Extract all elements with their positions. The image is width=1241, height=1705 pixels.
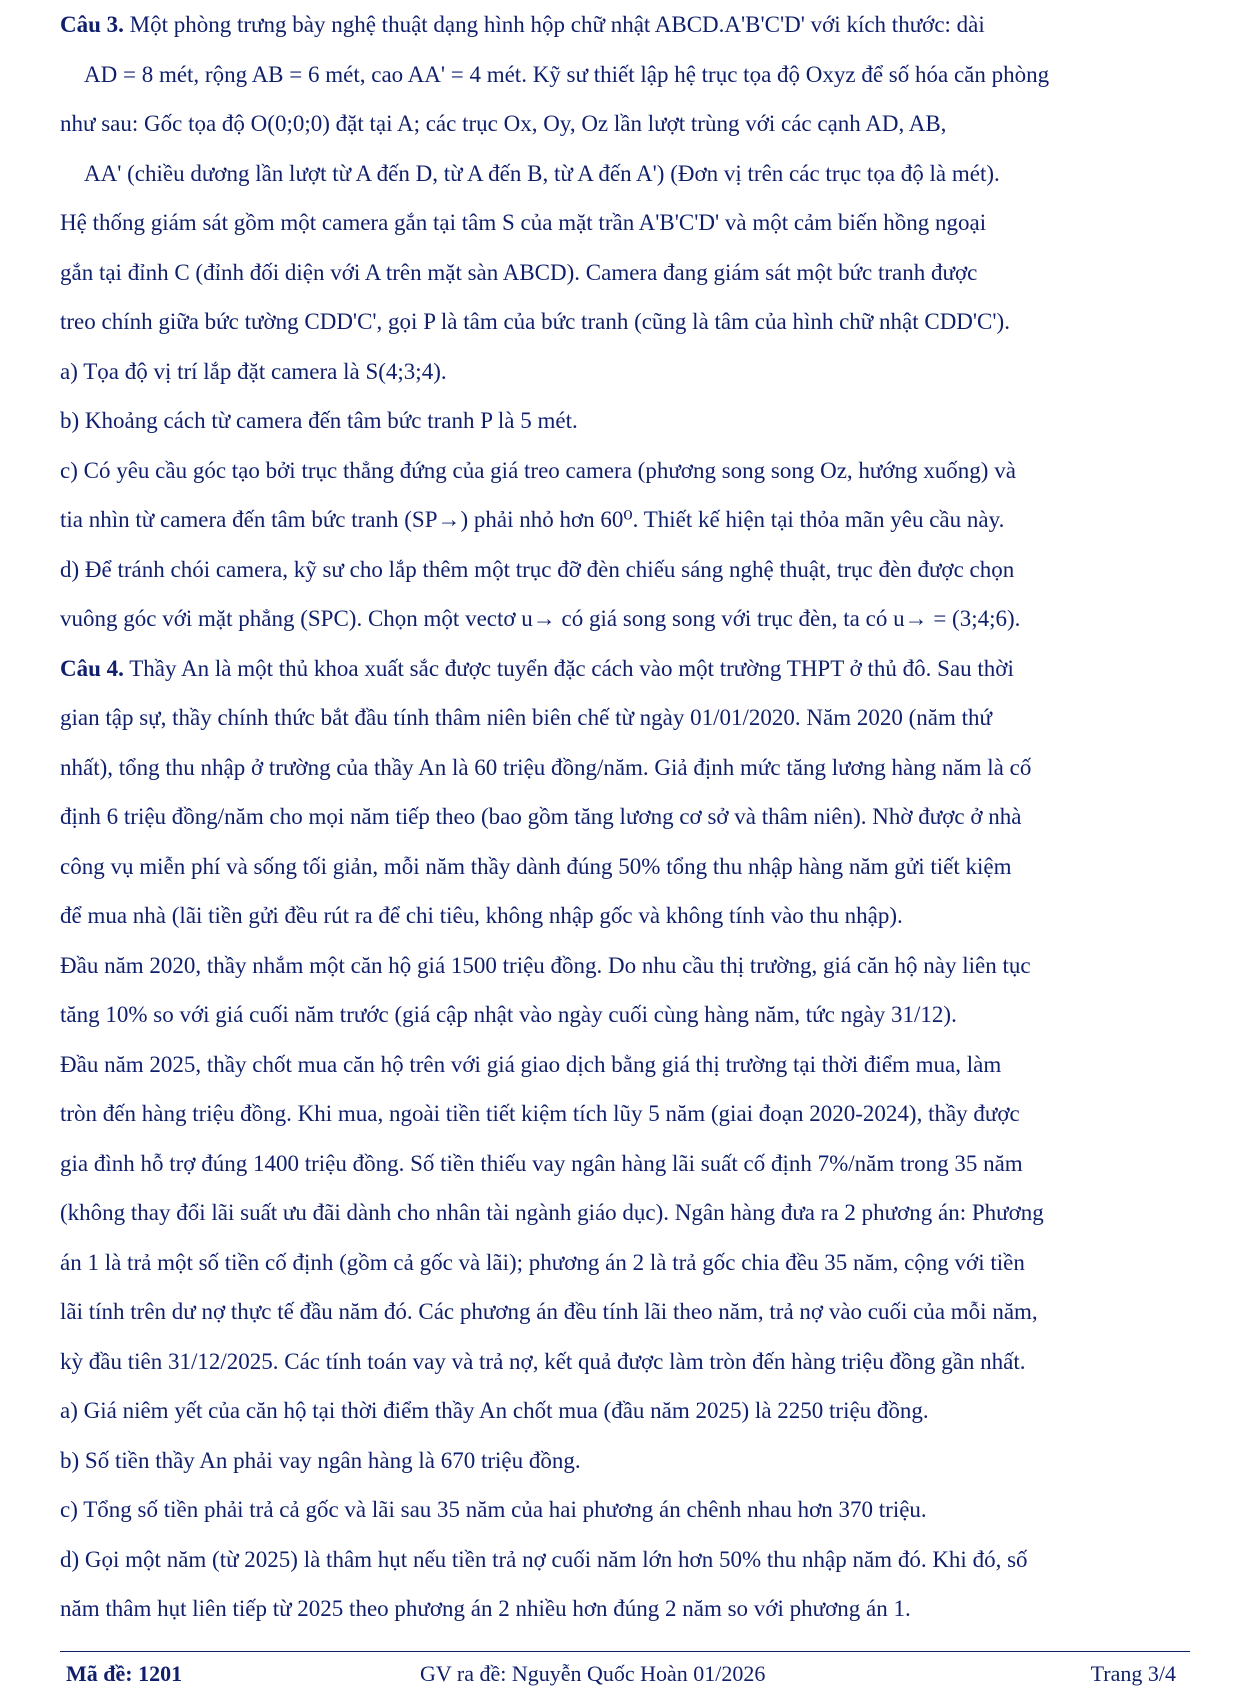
question-4-line: kỳ đầu tiên 31/12/2025. Các tính toán vay và trả nợ, kết quả được làm tròn đến hàng triệu đồng gần nhất.: [60, 1348, 1026, 1374]
question-4-line: gian tập sự, thầy chính thức bắt đầu tính thâm niên biên chế từ ngày 01/01/2020. Năm 2020 (năm thứ: [60, 705, 992, 730]
exam-page: [60, 0, 1190, 1634]
question-4-option-a: a) Giá niêm yết của căn hộ tại thời điểm thầy An chốt mua (đầu năm 2025) là 2250 triệu đồng.: [60, 1398, 929, 1423]
question-3-text: Một phòng trưng bày nghệ thuật dạng hình hộp chữ nhật ABCD.A'B'C'D' với kích thước: dài: [129, 12, 985, 37]
question-4-line: án 1 là trả một số tiền cố định (gồm cả gốc và lãi); phương án 2 là trả gốc chia đều 35 năm, cộng với tiền: [60, 1249, 1025, 1275]
question-3-option-d-cont: vuông góc với mặt phẳng (SPC). Chọn một vectơ u→ có giá song song với trục đèn, ta có u→ = (3;4;6).: [60, 606, 1021, 631]
question-3-option-d: d) Để tránh chói camera, kỹ sư cho lắp thêm một trục đỡ đèn chiếu sáng nghệ thuật, trục đèn được chọn: [60, 556, 1015, 582]
question-4-line: tăng 10% so với giá cuối năm trước (giá cập nhật vào ngày cuối cùng hàng năm, tức ngày 31/12).: [60, 1002, 957, 1027]
question-4-option-c: c) Tổng số tiền phải trả cả gốc và lãi sau 35 năm của hai phương án chênh nhau hơn 370 triệu.: [60, 1497, 927, 1522]
question-4-line: nhất), tổng thu nhập ở trường của thầy An là 60 triệu đồng/năm. Giả định mức tăng lương hàng năm là cố: [60, 754, 1032, 780]
question-3-label: Câu 3.: [60, 12, 124, 37]
author-date: GV ra đề: Nguyễn Quốc Hoàn 01/2026: [420, 1661, 766, 1686]
question-3-option-c-cont: tia nhìn từ camera đến tâm bức tranh (SP→) phải nhỏ hơn 60⁰. Thiết kế hiện tại thỏa mãn yêu cầu này.: [60, 507, 1005, 532]
question-4-option-b: b) Số tiền thầy An phải vay ngân hàng là 670 triệu đồng.: [60, 1447, 581, 1473]
question-4-line: (không thay đổi lãi suất ưu đãi dành cho nhân tài ngành giáo dục). Ngân hàng đưa ra 2 phương án: Phương: [60, 1200, 1044, 1225]
question-4-label: Câu 4.: [60, 655, 124, 681]
question-3-line: [60, 0, 1190, 50]
question-4-option-d-cont: năm thâm hụt liên tiếp từ 2025 theo phương án 2 nhiều hơn đúng 2 năm so với phương án 1.: [60, 1596, 911, 1621]
question-3-line: AD = 8 mét, rộng AB = 6 mét, cao AA' = 4 mét. Kỹ sư thiết lập hệ trục tọa độ Oxyz để số hóa căn phòng: [84, 61, 1050, 87]
question-4-line: Đầu năm 2020, thầy nhắm một căn hộ giá 1500 triệu đồng. Do nhu cầu thị trường, giá căn hộ này liên tục: [60, 952, 1031, 978]
question-3-line: treo chính giữa bức tường CDD'C', gọi P là tâm của bức tranh (cũng là tâm của hình chữ nhật CDD'C').: [60, 309, 1010, 334]
page-footer: [60, 1651, 1190, 1692]
question-3-option-a: a) Tọa độ vị trí lắp đặt camera là S(4;3;4).: [60, 358, 447, 384]
question-4-line: Đầu năm 2025, thầy chốt mua căn hộ trên với giá giao dịch bằng giá thị trường tại thời điểm mua, làm: [60, 1051, 1002, 1077]
question-4-line: định 6 triệu đồng/năm cho mọi năm tiếp theo (bao gồm tăng lương cơ sở và thâm niên). Nhờ được ở nhà: [60, 804, 1022, 829]
question-3-line: AA' (chiều dương lần lượt từ A đến D, từ A đến B, từ A đến A') (Đơn vị trên các trục tọa độ là mét).: [84, 160, 1000, 186]
question-4-line: để mua nhà (lãi tiền gửi đều rút ra để chi tiêu, không nhập gốc và không tính vào thu nhập).: [60, 903, 903, 928]
question-3-line: gắn tại đỉnh C (đỉnh đối diện với A trên mặt sàn ABCD). Camera đang giám sát một bức tranh được: [60, 259, 978, 285]
question-4: [60, 644, 1190, 1634]
question-3-option-c: c) Có yêu cầu góc tạo bởi trục thẳng đứng của giá treo camera (phương song song Oz, hướng xuống) và: [60, 457, 1016, 483]
exam-code: Mã đề: 1201: [66, 1661, 183, 1686]
question-3: [60, 0, 1190, 644]
question-4-line: gia đình hỗ trợ đúng 1400 triệu đồng. Số tiền thiếu vay ngân hàng lãi suất cố định 7%/năm trong 35 năm: [60, 1150, 1023, 1176]
question-4-line: công vụ miễn phí và sống tối giản, mỗi năm thầy dành đúng 50% tổng thu nhập hàng năm gửi tiết kiệm: [60, 853, 1012, 879]
question-3-line: Hệ thống giám sát gồm một camera gắn tại tâm S của mặt trần A'B'C'D' và một cảm biến hồng ngoại: [60, 210, 987, 235]
question-4-line: lãi tính trên dư nợ thực tế đầu năm đó. Các phương án đều tính lãi theo năm, trả nợ vào cuối của mỗi năm,: [60, 1299, 1038, 1324]
question-4-line: tròn đến hàng triệu đồng. Khi mua, ngoài tiền tiết kiệm tích lũy 5 năm (giai đoạn 2020-2024), thầy được: [60, 1101, 1020, 1126]
question-3-option-b: b) Khoảng cách từ camera đến tâm bức tranh P là 5 mét.: [60, 408, 578, 433]
page-number: Trang 3/4: [1090, 1661, 1176, 1686]
question-3-line: như sau: Gốc tọa độ O(0;0;0) đặt tại A; các trục Ox, Oy, Oz lần lượt trùng với các cạnh AD, AB,: [60, 111, 947, 136]
question-4-line: [60, 644, 1190, 694]
question-4-text: Thầy An là một thủ khoa xuất sắc được tuyển đặc cách vào một trường THPT ở thủ đô. Sau thời: [129, 655, 1014, 681]
question-4-option-d: d) Gọi một năm (từ 2025) là thâm hụt nếu tiền trả nợ cuối năm lớn hơn 50% thu nhập năm đó. Khi đó, số: [60, 1546, 1028, 1572]
